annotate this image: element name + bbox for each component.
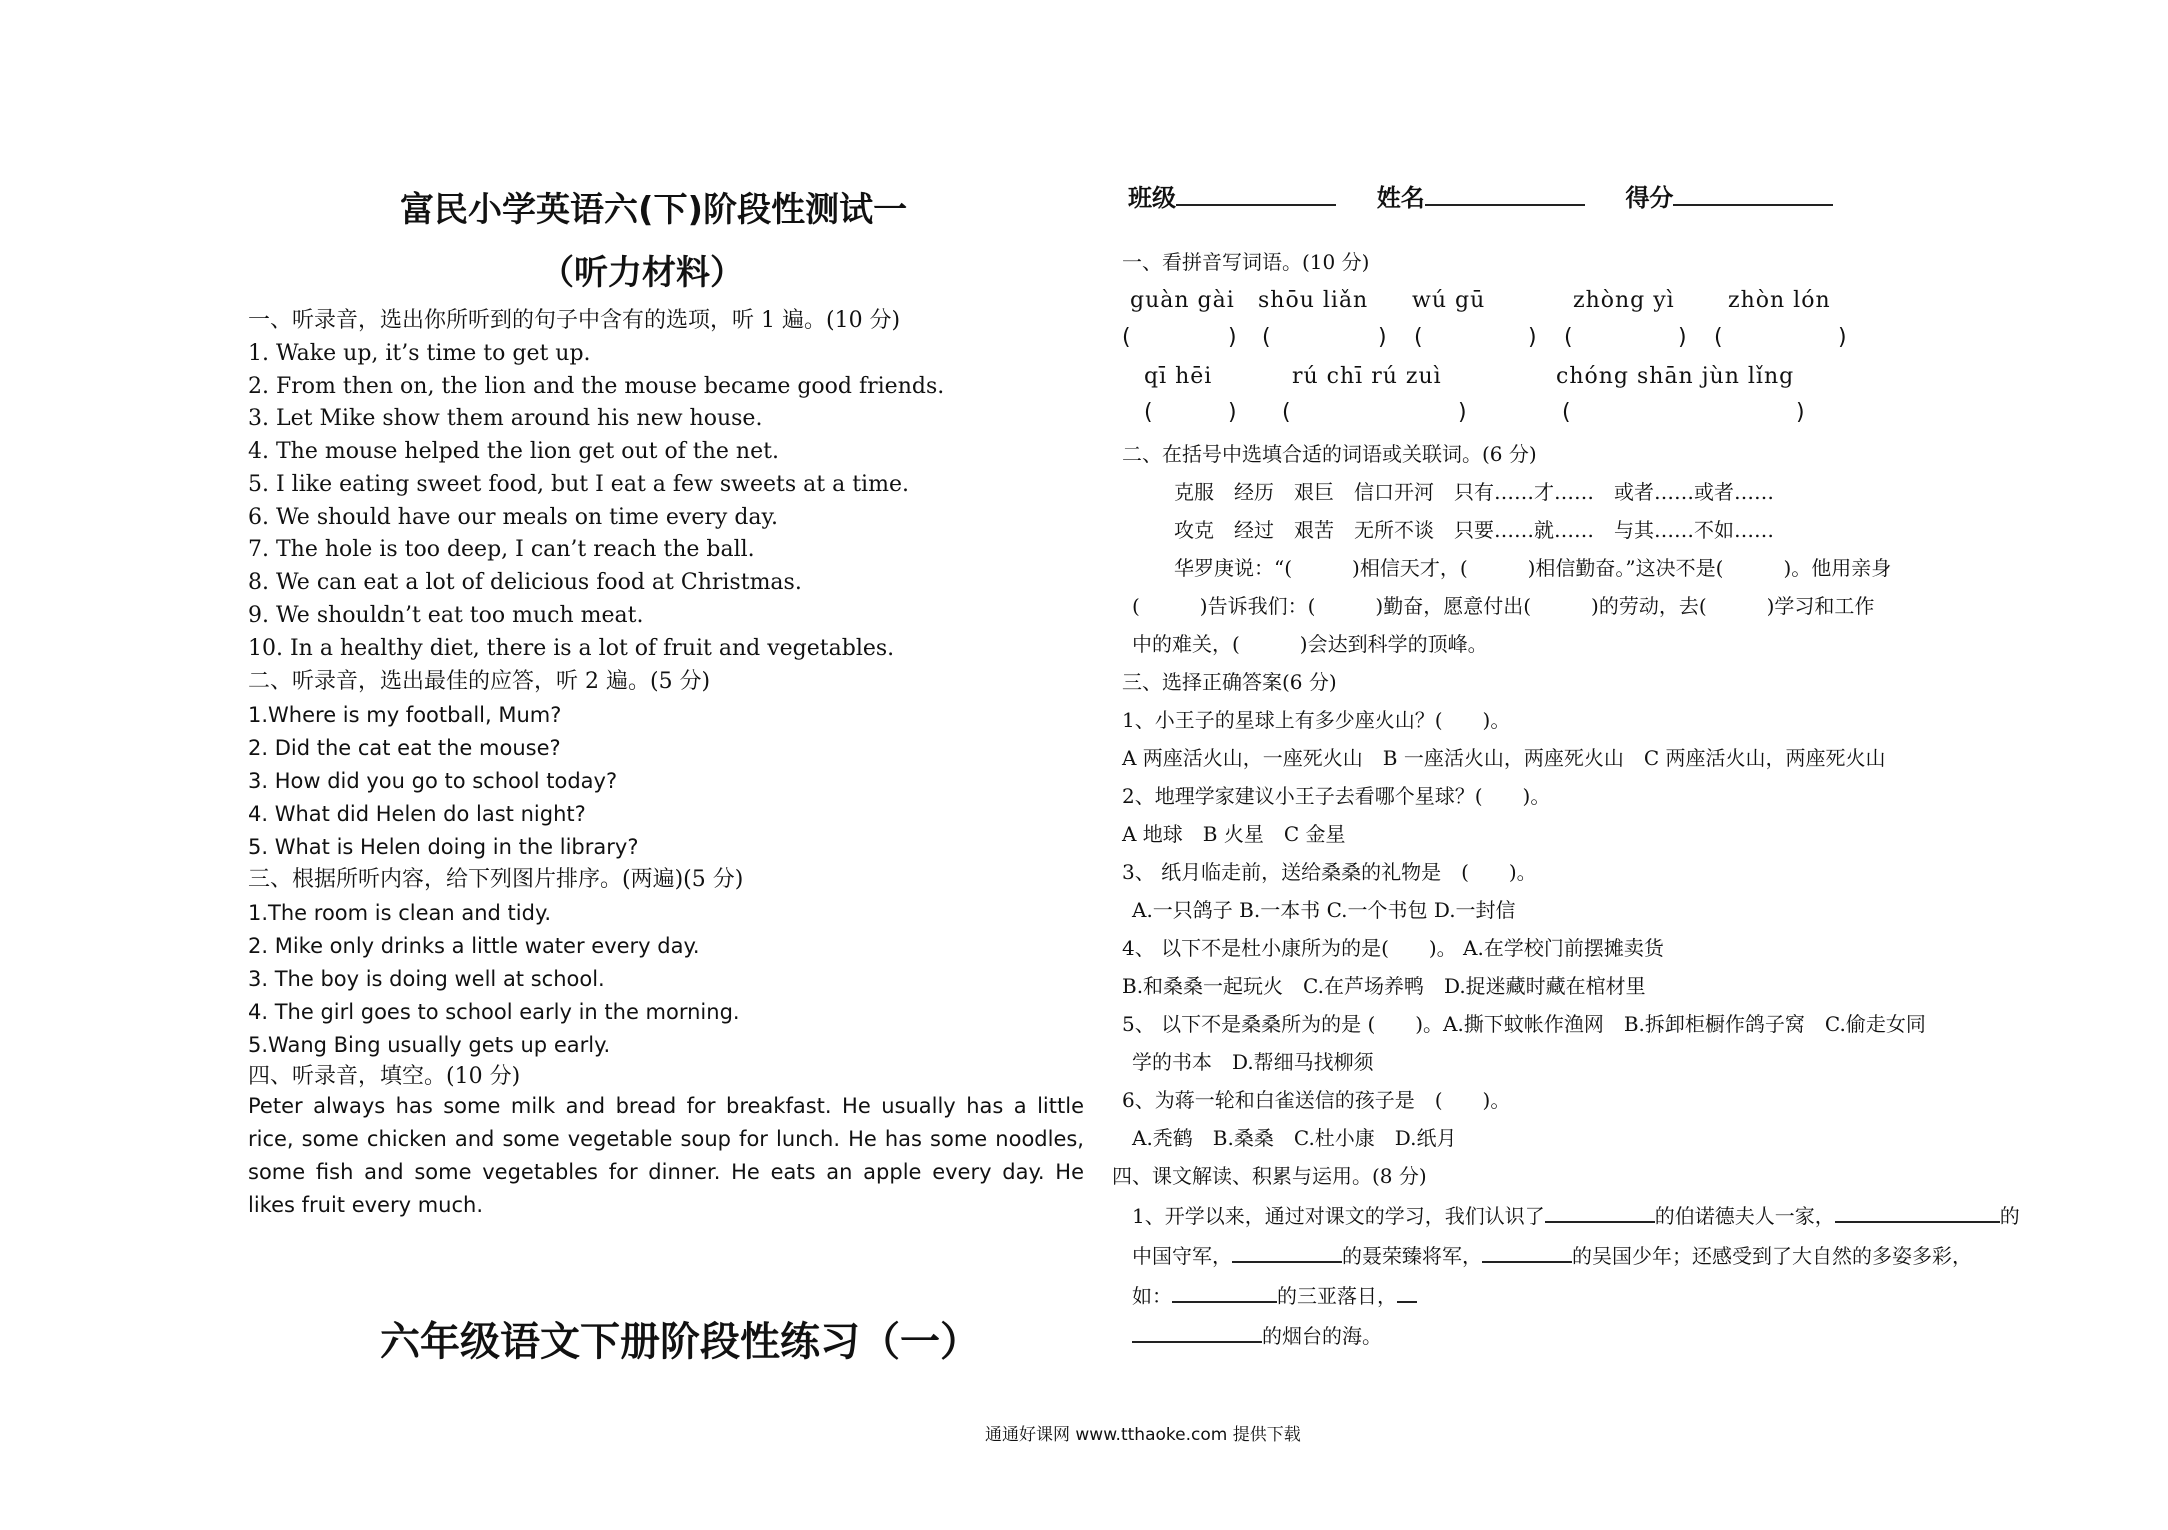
q3-line: A.一只鸽子 B.一本书 C.一个书包 D.一封信 bbox=[1132, 898, 1516, 922]
section1-item: 4. The mouse helped the lion get out of the net. bbox=[248, 439, 779, 464]
answer-paren: ( bbox=[1262, 325, 1271, 350]
fill-blank bbox=[1132, 1323, 1262, 1343]
class-blank bbox=[1176, 186, 1336, 206]
answer-paren: ( bbox=[1144, 400, 1153, 425]
q2-passage-line: 华罗庚说：“( )相信天才，( )相信勤奋。”这决不是( )。他用亲身 bbox=[1174, 556, 1892, 580]
class-label: 班级 bbox=[1128, 184, 1176, 212]
q3-line: 6、为蒋一轮和白雀送信的孩子是 ( )。 bbox=[1122, 1088, 1511, 1112]
fill-blank bbox=[1232, 1243, 1342, 1263]
q4-text: 的伯诺德夫人一家， bbox=[1654, 1204, 1835, 1228]
answer-paren: ) bbox=[1838, 325, 1847, 350]
chinese-exam-title: 六年级语文下册阶段性练习（一） bbox=[380, 1319, 980, 1365]
section1-item: 9. We shouldn’t eat too much meat. bbox=[248, 603, 644, 628]
score-label: 得分 bbox=[1625, 184, 1674, 212]
left-page-title: 富民小学英语六(下)阶段性测试一 bbox=[400, 190, 908, 230]
section1-item: 6. We should have our meals on time every day. bbox=[248, 505, 779, 530]
q4-text: 的三亚落日， bbox=[1277, 1284, 1397, 1308]
q4-line2 bbox=[1132, 1242, 1972, 1270]
q3-line: A.秃鹤 B.桑桑 C.杜小康 D.纸月 bbox=[1132, 1126, 1457, 1150]
section3-item: 2. Mike only drinks a little water every day. bbox=[248, 934, 700, 958]
q3-line: B.和桑桑一起玩火 C.在芦场养鸭 D.捉迷藏时藏在棺材里 bbox=[1122, 974, 1646, 998]
answer-paren: ) bbox=[1458, 400, 1467, 425]
q2-passage-line: 中的难关，( )会达到科学的顶峰。 bbox=[1132, 632, 1488, 656]
answer-paren: ) bbox=[1378, 325, 1387, 350]
footer-credit: 通通好课网 www.tthaoke.com 提供下载 bbox=[985, 1425, 1301, 1445]
section1-item: 2. From then on, the lion and the mouse became good friends. bbox=[248, 374, 945, 399]
q4-line3 bbox=[1132, 1282, 1417, 1310]
fill-blank bbox=[1172, 1283, 1277, 1303]
section1-item: 10. In a healthy diet, there is a lot of fruit and vegetables. bbox=[248, 636, 895, 661]
section2-item: 5. What is Helen doing in the library? bbox=[248, 835, 639, 859]
q4-text: 的烟台的海。 bbox=[1262, 1324, 1382, 1348]
q4-heading: 四、课文解读、积累与运用。(8 分) bbox=[1112, 1164, 1427, 1188]
section3-item: 3. The boy is doing well at school. bbox=[248, 967, 605, 991]
q4-text: 的聂荣臻将军， bbox=[1342, 1244, 1482, 1268]
pinyin-word: zhòng yì bbox=[1573, 288, 1675, 313]
q3-line: A 地球 B 火星 C 金星 bbox=[1122, 822, 1346, 846]
q3-line: 学的书本 D.帮细马找柳须 bbox=[1132, 1050, 1374, 1074]
section4-passage: Peter always has some milk and bread for breakfast. He usually has a little rice, some chicken and some vegetable soup for lunch. He has some noodles, some fish and some vegetables for dinner. He eats an apple every day. He likes fruit every much. bbox=[248, 1094, 1084, 1217]
section1-item: 8. We can eat a lot of delicious food at Christmas. bbox=[248, 570, 802, 595]
section2-heading: 二、听录音，选出最佳的应答，听 2 遍。(5 分) bbox=[248, 669, 711, 694]
fill-blank bbox=[1545, 1203, 1655, 1223]
pinyin-word: rú chī rú zuì bbox=[1292, 364, 1442, 389]
q3-line: 5、 以下不是桑桑所为的是 ( )。A.撕下蚊帐作渔网 B.拆卸柜橱作鸽子窝 C.偷走女同 bbox=[1122, 1012, 1926, 1036]
pinyin-word: guàn gài bbox=[1130, 288, 1235, 313]
q4-text: 如： bbox=[1132, 1284, 1172, 1308]
name-label: 姓名 bbox=[1376, 184, 1425, 212]
answer-paren: ( bbox=[1714, 325, 1723, 350]
pinyin-word: chóng shān jùn lǐng bbox=[1556, 364, 1795, 389]
section1-heading: 一、听录音，选出你所听到的句子中含有的选项，听 1 遍。(10 分) bbox=[248, 308, 901, 333]
fill-blank bbox=[1397, 1283, 1417, 1303]
section2-item: 2. Did the cat eat the mouse? bbox=[248, 736, 561, 760]
section3-item: 1.The room is clean and tidy. bbox=[248, 901, 552, 925]
q3-line: 3、 纸月临走前，送给桑桑的礼物是 ( )。 bbox=[1122, 860, 1537, 884]
pinyin-word: wú gū bbox=[1412, 288, 1486, 313]
q2-word-bank-row: 克服 经历 艰巨 信口开河 只有……才…… 或者……或者…… bbox=[1174, 480, 1774, 504]
q2-passage-line: ( )告诉我们：( )勤奋，愿意付出( )的劳动，去( )学习和工作 bbox=[1132, 594, 1875, 618]
q4-text: 1、开学以来，通过对课文的学习，我们认识了 bbox=[1132, 1204, 1545, 1228]
section1-item: 5. I like eating sweet food, but I eat a few sweets at a time. bbox=[248, 472, 909, 497]
section2-item: 4. What did Helen do last night? bbox=[248, 802, 586, 826]
fill-blank bbox=[1482, 1243, 1572, 1263]
section2-item: 1.Where is my football, Mum? bbox=[248, 703, 562, 727]
q3-line: 1、小王子的星球上有多少座火山？( )。 bbox=[1122, 708, 1511, 732]
answer-paren: ) bbox=[1796, 400, 1805, 425]
q2-heading: 二、在括号中选填合适的词语或关联词。(6 分) bbox=[1122, 442, 1537, 466]
section3-item: 5.Wang Bing usually gets up early. bbox=[248, 1033, 611, 1057]
pinyin-word: qī hēi bbox=[1144, 364, 1213, 389]
q3-line: 4、 以下不是杜小康所为的是( )。 A.在学校门前摆摊卖货 bbox=[1122, 936, 1664, 960]
section3-item: 4. The girl goes to school early in the morning. bbox=[248, 1000, 740, 1024]
answer-paren: ) bbox=[1678, 325, 1687, 350]
pinyin-word: shōu liǎn bbox=[1258, 288, 1369, 313]
section1-item: 3. Let Mike show them around his new house. bbox=[248, 406, 763, 431]
answer-paren: ( bbox=[1122, 325, 1131, 350]
left-page-subtitle: （听力材料） bbox=[540, 253, 744, 293]
q4-text: 的吴国少年；还感受到了大自然的多姿多彩， bbox=[1572, 1244, 1972, 1268]
answer-paren: ( bbox=[1282, 400, 1291, 425]
answer-paren: ( bbox=[1562, 400, 1571, 425]
student-info-header bbox=[1128, 178, 1833, 213]
q3-line: 2、地理学家建议小王子去看哪个星球？( )。 bbox=[1122, 784, 1551, 808]
section1-item: 7. The hole is too deep, I can’t reach the ball. bbox=[248, 537, 755, 562]
section1-item: 1. Wake up, it’s time to get up. bbox=[248, 341, 591, 366]
score-blank bbox=[1673, 186, 1833, 206]
answer-paren: ( bbox=[1414, 325, 1423, 350]
q1-heading: 一、看拼音写词语。(10 分) bbox=[1122, 250, 1370, 274]
answer-paren: ( bbox=[1564, 325, 1573, 350]
q3-line: A 两座活火山，一座死火山 B 一座活火山，两座死火山 C 两座活火山，两座死火山 bbox=[1122, 746, 1886, 770]
q4-text: 中国守军， bbox=[1132, 1244, 1232, 1268]
name-blank bbox=[1425, 186, 1585, 206]
section2-item: 3. How did you go to school today? bbox=[248, 769, 618, 793]
section3-heading: 三、根据所听内容，给下列图片排序。(两遍)(5 分) bbox=[248, 867, 744, 892]
q4-line4 bbox=[1132, 1322, 1382, 1350]
q2-word-bank-row: 攻克 经过 艰苦 无所不谈 只要……就…… 与其……不如…… bbox=[1174, 518, 1774, 542]
answer-paren: ) bbox=[1228, 325, 1237, 350]
answer-paren: ) bbox=[1528, 325, 1537, 350]
answer-paren: ) bbox=[1228, 400, 1237, 425]
q4-text: 的 bbox=[1999, 1204, 2020, 1228]
section4-heading: 四、听录音，填空。(10 分) bbox=[248, 1064, 521, 1089]
pinyin-word: zhòn lón bbox=[1728, 288, 1831, 313]
fill-blank bbox=[1835, 1203, 2000, 1223]
q4-line1 bbox=[1132, 1202, 2020, 1230]
q3-heading: 三、选择正确答案(6 分) bbox=[1122, 670, 1337, 694]
